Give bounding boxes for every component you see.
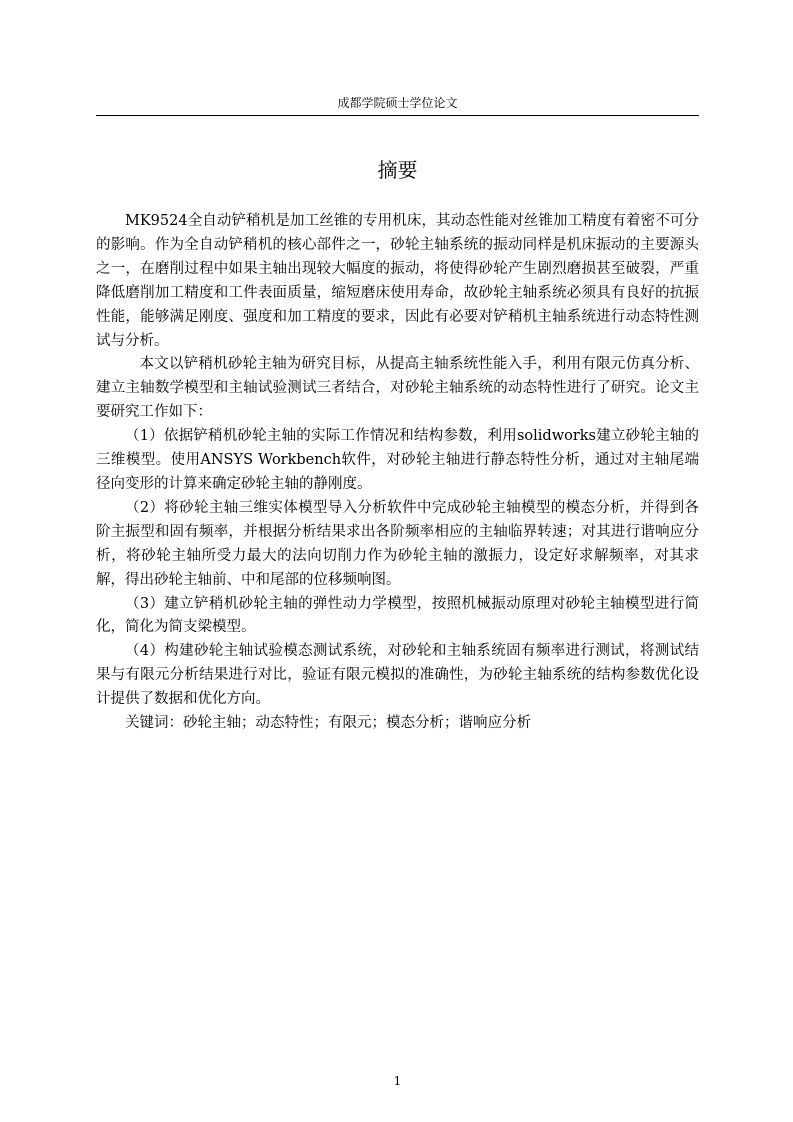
running-header: 成都学院硕士学位论文 <box>337 96 458 110</box>
abstract-paragraph-5: （3）建立铲稍机砂轮主轴的弹性动力学模型，按照机械振动原理对砂轮主轴模型进行简化，简化为简支梁模型。 <box>96 595 699 636</box>
abstract-paragraph-2: 本文以铲稍机砂轮主轴为研究目标，从提高主轴系统性能入手，利用有限元仿真分析、建立主轴数学模型和主轴试验测试三者结合，对砂轮主轴系统的动态特性进行了研究。论文主要研究工作如下： <box>96 356 699 421</box>
abstract-paragraph-1: MK9524全自动铲稍机是加工丝锥的专用机床，其动态性能对丝锥加工精度有着密不可分的影响。作为全自动铲稍机的核心部件之一，砂轮主轴系统的振动同样是机床振动的主要源头之一，在磨削过程中如果主轴出现较大幅度的振动，将使得砂轮产生剧烈磨损甚至破裂，严重降低磨削加工精度和工件表面质量，缩短磨床使用寿命，故砂轮主轴系统必须具有良好的抗振性能，能够满足刚度、强度和加工精度的要求，因此有必要对铲稍机主轴系统进行动态特性测试与分析。 <box>96 213 699 349</box>
abstract-paragraph-4: （2）将砂轮主轴三维实体模型导入分析软件中完成砂轮主轴模型的模态分析，并得到各阶主振型和固有频率，并根据分析结果求出各阶频率相应的主轴临界转速；对其进行谐响应分析，将砂轮主轴所受力最大的法向切削力作为砂轮主轴的激振力，设定好求解频率，对其求解，得出砂轮主轴前、中和尾部的位移频响图。 <box>96 499 699 588</box>
abstract-body <box>96 210 699 736</box>
header-rule <box>96 115 699 116</box>
abstract-paragraph-3: （1）依据铲稍机砂轮主轴的实际工作情况和结构参数，利用solidworks建立砂轮主轴的三维模型。使用ANSYS Workbench软件，对砂轮主轴进行静态特性分析，通过对主轴尾端径向变形的计算来确定砂轮主轴的静刚度。 <box>96 428 699 492</box>
abstract-title: 摘要 <box>377 158 418 182</box>
abstract-paragraph-6: （4）构建砂轮主轴试验模态测试系统，对砂轮和主轴系统固有频率进行测试，将测试结果与有限元分析结果进行对比，验证有限元模拟的准确性，为砂轮主轴系统的结构参数优化设计提供了数据和优化方向。 <box>96 643 699 708</box>
page-number: 1 <box>393 1074 402 1088</box>
keywords-line: 关键词：砂轮主轴；动态特性；有限元；模态分析；谐响应分析 <box>125 715 531 732</box>
